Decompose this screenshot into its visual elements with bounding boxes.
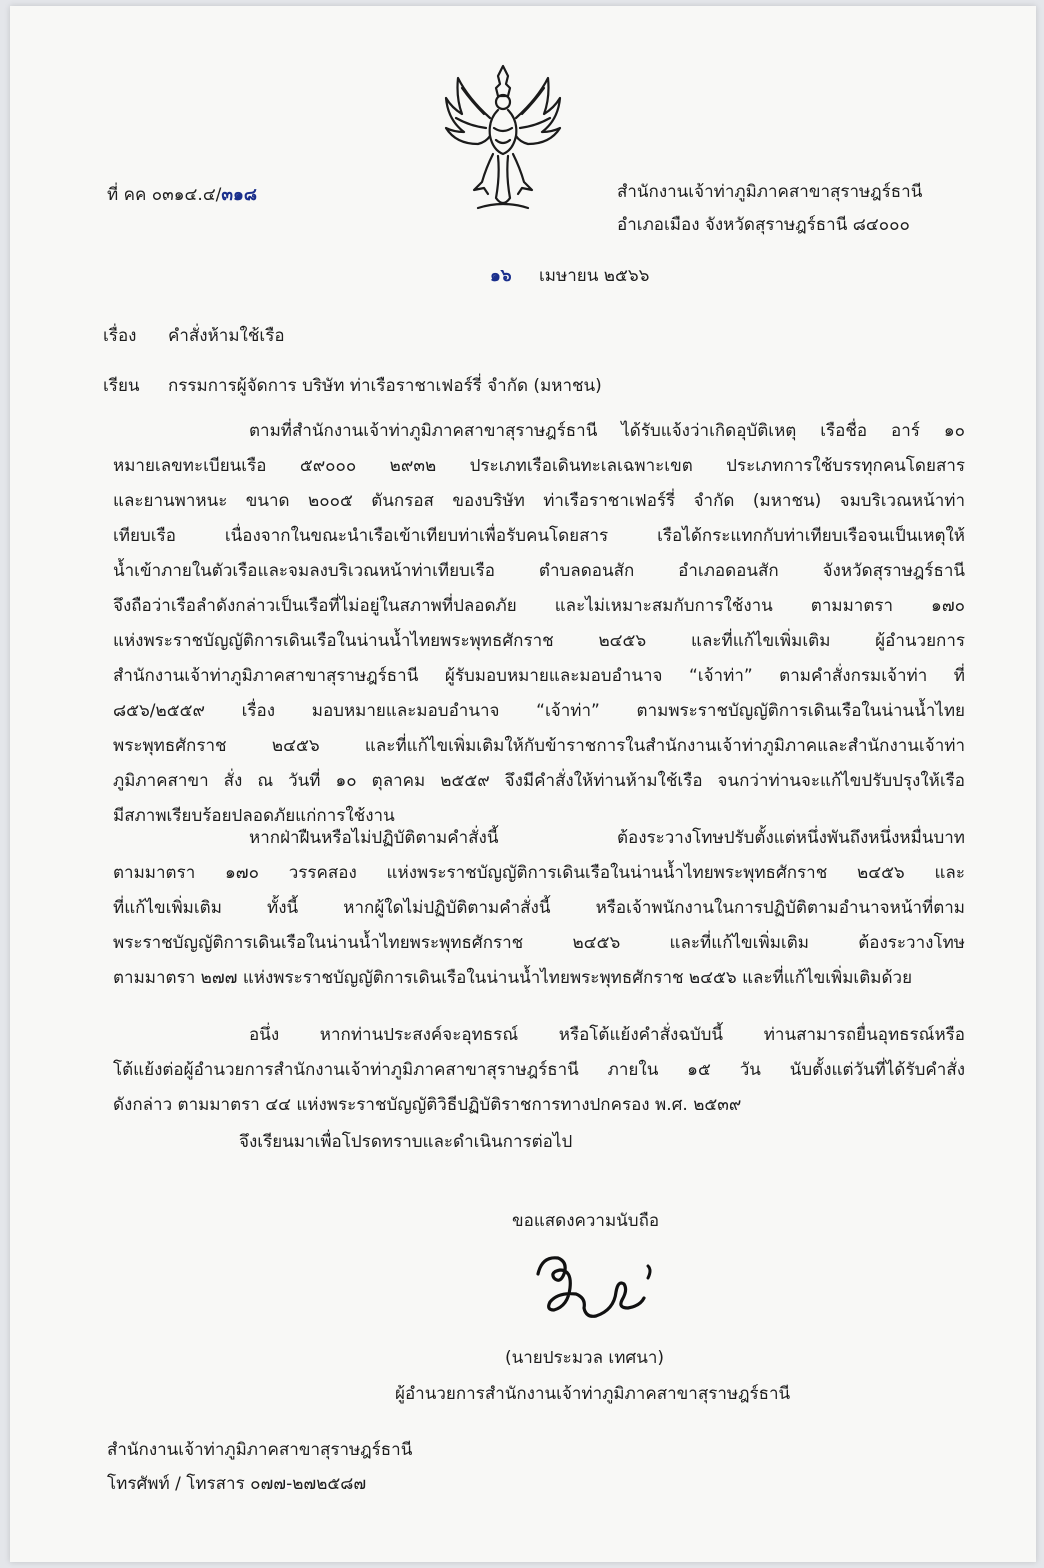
paragraph-line: ตามที่สำนักงานเจ้าท่าภูมิภาคสาขาสุราษฎร์ธานี ได้รับแจ้งว่าเกิดอุบัติเหตุ เรือชื่อ อาร์ ๑๐: [249, 421, 965, 441]
paragraph-line: พระพุทธศักราช ๒๔๕๖ และที่แก้ไขเพิ่มเติมให้กับข้าราชการในสำนักงานเจ้าท่าภูมิภาคและสำนักงานเจ้าท่า: [113, 736, 965, 756]
salutation: ขอแสดงความนับถือ: [512, 1211, 660, 1231]
signatory-name: (นายประมวล เทศนา): [505, 1348, 664, 1368]
recipient-label: เรียน: [103, 376, 140, 396]
garuda-emblem-icon: [438, 58, 568, 218]
reference-prefix: ที่ คค ๐๓๑๔.๔/: [107, 185, 222, 205]
paragraph-line: จึงถือว่าเรือลำดังกล่าวเป็นเรือที่ไม่อยู่ในสภาพที่ปลอดภัย และไม่เหมาะสมกับการใช้งาน ตามมาตรา ๑๗๐: [113, 596, 965, 616]
paragraph-line: และยานพาหนะ ขนาด ๒๐๐๕ ตันกรอส ของบริษัท ท่าเรือราชาเฟอร์รี่ จำกัด (มหาชน) จมบริเวณหน้าท่า: [113, 491, 965, 511]
subject-value: คำสั่งห้ามใช้เรือ: [168, 326, 285, 346]
closing-line: จึงเรียนมาเพื่อโปรดทราบและดำเนินการต่อไป: [239, 1132, 573, 1152]
letter-paper: [10, 6, 1036, 1562]
footer-office: สำนักงานเจ้าท่าภูมิภาคสาขาสุราษฎร์ธานี: [107, 1440, 413, 1460]
letter-date: [490, 264, 649, 288]
signature-icon: [524, 1244, 674, 1328]
paragraph-line: เทียบเรือ เนื่องจากในขณะนำเรือเข้าเทียบท่าเพื่อรับคนโดยสาร เรือได้กระแทกกับท่าเทียบเรือจนเป็นเหตุให้: [113, 526, 965, 546]
paragraph-line: แห่งพระราชบัญญัติการเดินเรือในน่านน้ำไทยพระพุทธศักราช ๒๔๕๖ และที่แก้ไขเพิ่มเติม ผู้อำนวยการ: [113, 631, 965, 651]
paragraph-line: ที่แก้ไขเพิ่มเติม ทั้งนี้ หากผู้ใดไม่ปฏิบัติตามคำสั่งนี้ หรือเจ้าพนักงานในการปฏิบัติตามอำนาจหน้าที่ตาม: [113, 898, 965, 918]
subject-label: เรื่อง: [103, 326, 137, 346]
paragraph-line: มีสภาพเรียบร้อยปลอดภัยแก่การใช้งาน: [113, 806, 395, 826]
body-paragraph-3: [113, 1018, 965, 1123]
reference-number: [107, 183, 257, 207]
signatory-position: ผู้อำนวยการสำนักงานเจ้าท่าภูมิภาคสาขาสุราษฎร์ธานี: [395, 1384, 791, 1404]
paragraph-line: หมายเลขทะเบียนเรือ ๕๙๐๐๐ ๒๙๓๒ ประเภทเรือเดินทะเลเฉพาะเขต ประเภทการใช้บรรทุกคนโดยสาร: [113, 456, 965, 476]
body-paragraph-1: [113, 414, 965, 834]
paragraph-line: ดังกล่าว ตามมาตรา ๔๔ แห่งพระราชบัญญัติวิธีปฏิบัติราชการทางปกครอง พ.ศ. ๒๕๓๙: [113, 1095, 742, 1115]
paragraph-line: ภูมิภาคสาขา สั่ง ณ วันที่ ๑๐ ตุลาคม ๒๕๕๙ จึงมีคำสั่งให้ท่านห้ามใช้เรือ จนกว่าท่านจะแก้ไขปรับปรุงให้เรือ: [113, 771, 965, 791]
footer-phone: โทรศัพท์ / โทรสาร ๐๗๗-๒๗๒๕๘๗: [107, 1474, 367, 1494]
body-paragraph-2: [113, 821, 965, 996]
recipient-value: กรรมการผู้จัดการ บริษัท ท่าเรือราชาเฟอร์รี่ จำกัด (มหาชน): [168, 376, 602, 396]
paragraph-line: น้ำเข้าภายในตัวเรือและจมลงบริเวณหน้าท่าเทียบเรือ ตำบลดอนสัก อำเภอดอนสัก จังหวัดสุราษฎร์ธานี: [113, 561, 965, 581]
reference-handwritten-number: ๓๑๘: [221, 185, 257, 205]
office-address: อำเภอเมือง จังหวัดสุราษฎร์ธานี ๘๔๐๐๐: [617, 215, 910, 235]
paragraph-line: ตามมาตรา ๒๗๗ แห่งพระราชบัญญัติการเดินเรือในน่านน้ำไทยพระพุทธศักราช ๒๔๕๖ และที่แก้ไขเพิ่มเติมด้วย: [113, 968, 913, 988]
paragraph-line: หากฝ่าฝืนหรือไม่ปฏิบัติตามคำสั่งนี้ ต้องระวางโทษปรับตั้งแต่หนึ่งพันถึงหนึ่งหมื่นบาท: [249, 828, 965, 848]
paragraph-line: ๘๕๖/๒๕๕๙ เรื่อง มอบหมายและมอบอำนาจ “เจ้าท่า” ตามพระราชบัญญัติการเดินเรือในน่านน้ำไทย: [113, 701, 965, 721]
office-name: สำนักงานเจ้าท่าภูมิภาคสาขาสุราษฎร์ธานี: [617, 182, 923, 202]
paragraph-line: โต้แย้งต่อผู้อำนวยการสำนักงานเจ้าท่าภูมิภาคสาขาสุราษฎร์ธานี ภายใน ๑๕ วัน นับตั้งแต่วันที่ได้รับคำสั่ง: [113, 1060, 965, 1080]
paragraph-line: สำนักงานเจ้าท่าภูมิภาคสาขาสุราษฎร์ธานี ผู้รับมอบหมายและมอบอำนาจ “เจ้าท่า” ตามคำสั่งกรมเจ้าท่า ที่: [113, 666, 965, 686]
date-day-handwritten: ๑๖: [490, 266, 512, 286]
paragraph-line: พระราชบัญญัติการเดินเรือในน่านน้ำไทยพระพุทธศักราช ๒๔๕๖ และที่แก้ไขเพิ่มเติม ต้องระวางโทษ: [113, 933, 965, 953]
date-month-year: เมษายน ๒๕๖๖: [539, 266, 650, 286]
paragraph-line: อนึ่ง หากท่านประสงค์จะอุทธรณ์ หรือโต้แย้งคำสั่งฉบับนี้ ท่านสามารถยื่นอุทธรณ์หรือ: [249, 1025, 965, 1045]
paragraph-line: ตามมาตรา ๑๗๐ วรรคสอง แห่งพระราชบัญญัติการเดินเรือในน่านน้ำไทยพระพุทธศักราช ๒๔๕๖ และ: [113, 863, 965, 883]
